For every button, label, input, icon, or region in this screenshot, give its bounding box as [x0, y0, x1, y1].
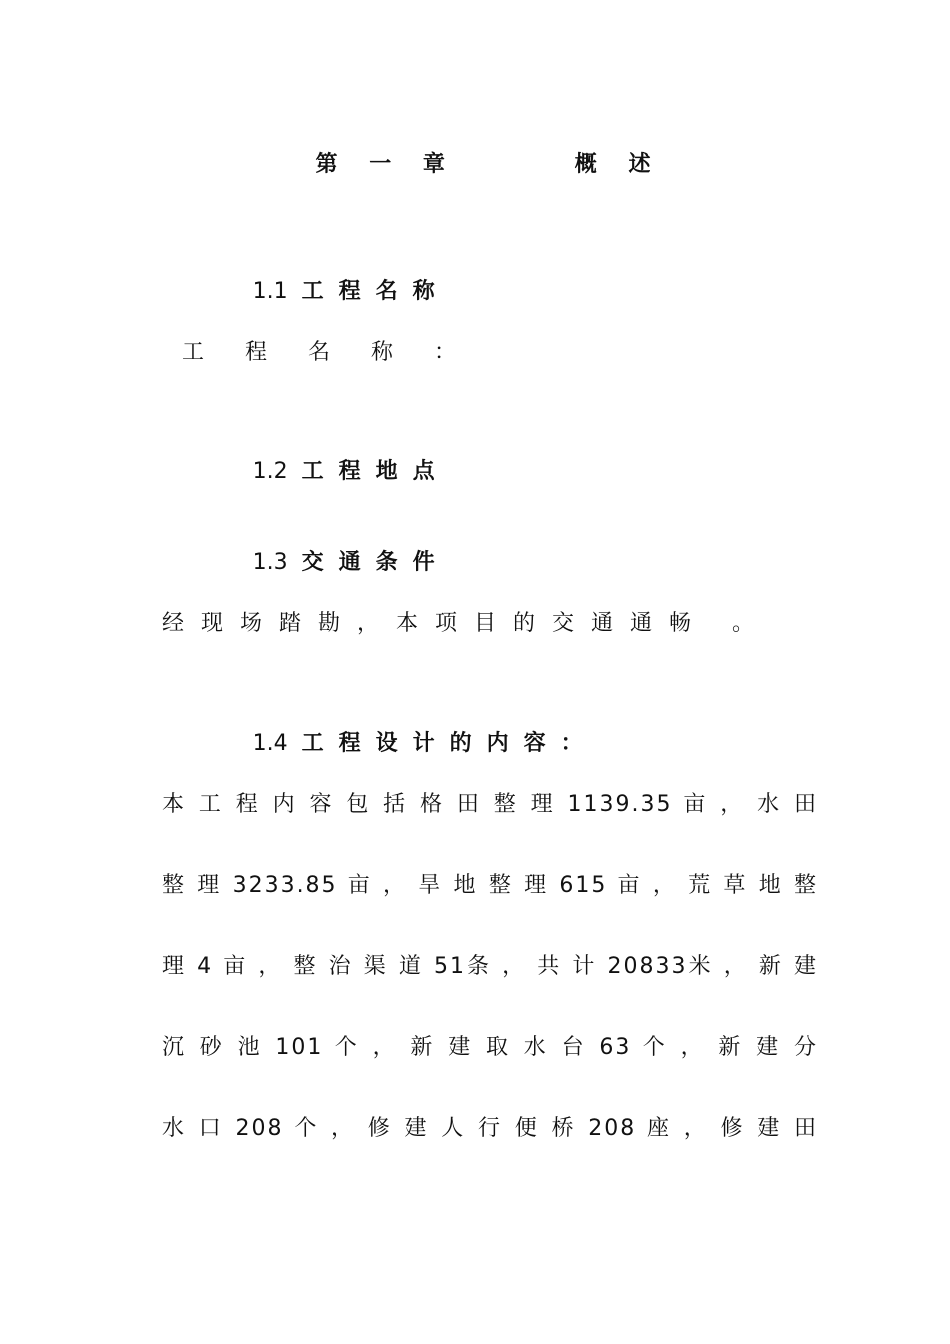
body-line: 水 口 208 个 ， 修 建 人 行 便 桥 208 座 ， 修 建 田 — [162, 1116, 818, 1141]
body-line: 本 工 程 内 容 包 括 格 田 整 理 1139.35 亩 ， 水 田 — [162, 792, 818, 817]
section-heading-1-2 — [162, 427, 450, 517]
section-heading-1-1 — [162, 247, 450, 337]
traffic-paragraph: 经现场踏勘，本项目的交通通畅 。 — [162, 611, 771, 636]
chapter-title: 第 一 章 概 述 — [315, 152, 663, 177]
section-title: 工程名称 — [301, 279, 450, 304]
section-number: 1.3 — [252, 550, 288, 575]
body-line: 沉 砂 池 101 个 ， 新 建 取 水 台 63 个 ， 新 建 分 — [162, 1035, 818, 1060]
section-title: 工程设计的内容： — [301, 731, 598, 756]
project-name-label: 工 程 名 称 ： — [182, 340, 473, 365]
body-line: 理 4 亩 ， 整 治 渠 道 51条 ， 共 计 20833米 ， 新 建 — [162, 954, 818, 979]
section-number: 1.1 — [252, 279, 288, 304]
section-title: 交通条件 — [301, 550, 450, 575]
section-heading-1-3 — [162, 518, 450, 608]
section-number: 1.2 — [252, 459, 288, 484]
section-title: 工程地点 — [301, 459, 450, 484]
section-number: 1.4 — [252, 731, 288, 756]
body-line: 整 理 3233.85 亩 ， 旱 地 整 理 615 亩 ， 荒 草 地 整 — [162, 873, 818, 898]
section-heading-1-4 — [162, 699, 598, 789]
